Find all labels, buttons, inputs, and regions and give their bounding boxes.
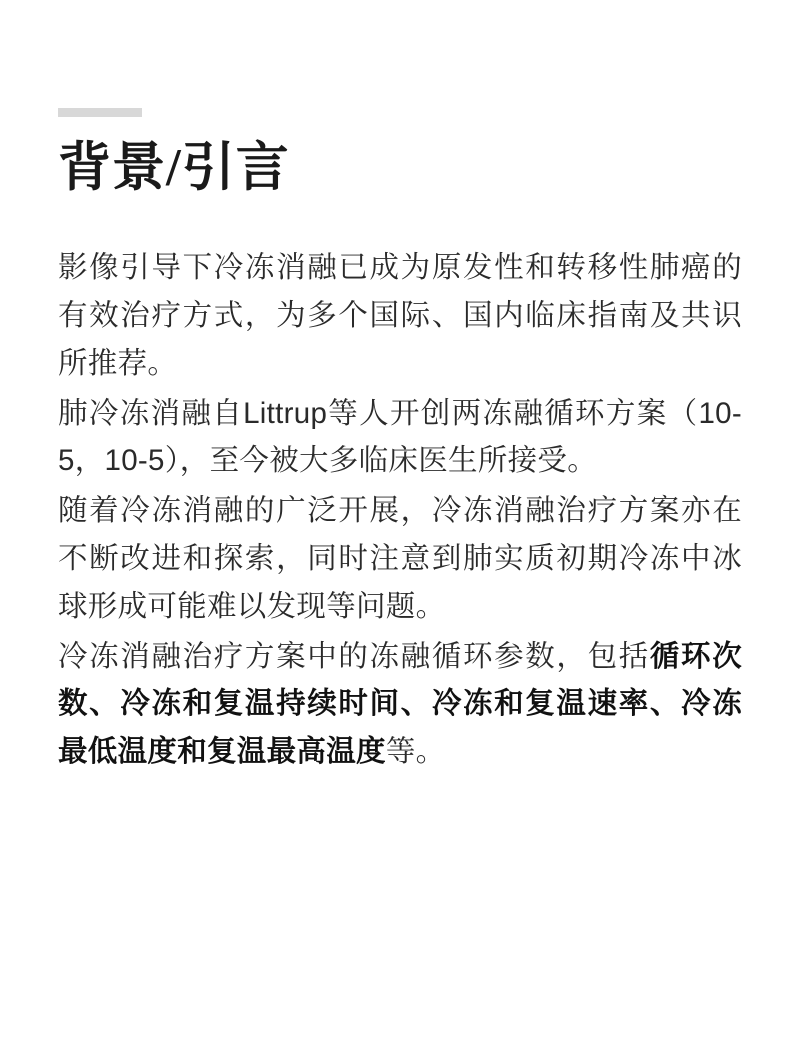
paragraph-2	[58, 390, 742, 486]
document-body	[58, 244, 742, 776]
paragraph-4-text-emphasis: 循环次数、冷冻和复温持续时间、冷冻和复温速率、冷冻最低温度和复温最高温度	[58, 639, 742, 769]
paragraph-3-text: 随着冷冻消融的广泛开展，冷冻消融治疗方案亦在不断改进和探索，同时注意到肺实质初期冷冻中冰球形成可能难以发现等问题。	[58, 494, 742, 623]
paragraph-2-text: 肺冷冻消融自Littrup等人开创两冻融循环方案（10-5，10-5），至今被大多临床医生所接受。	[58, 396, 742, 478]
paragraph-4-text-lead: 冷冻消融治疗方案中的冻融循环参数，包括	[58, 639, 650, 673]
page-title: 背景/引言	[58, 139, 290, 197]
paragraph-1	[58, 244, 742, 387]
title-accent-rule	[58, 108, 142, 117]
paragraph-4	[58, 633, 742, 776]
paragraph-4-text-tail: 等。	[385, 735, 446, 769]
paragraph-1-text: 影像引导下冷冻消融已成为原发性和转移性肺癌的有效治疗方式，为多个国际、国内临床指南及共识所推荐。	[58, 251, 742, 380]
paragraph-3	[58, 487, 742, 630]
